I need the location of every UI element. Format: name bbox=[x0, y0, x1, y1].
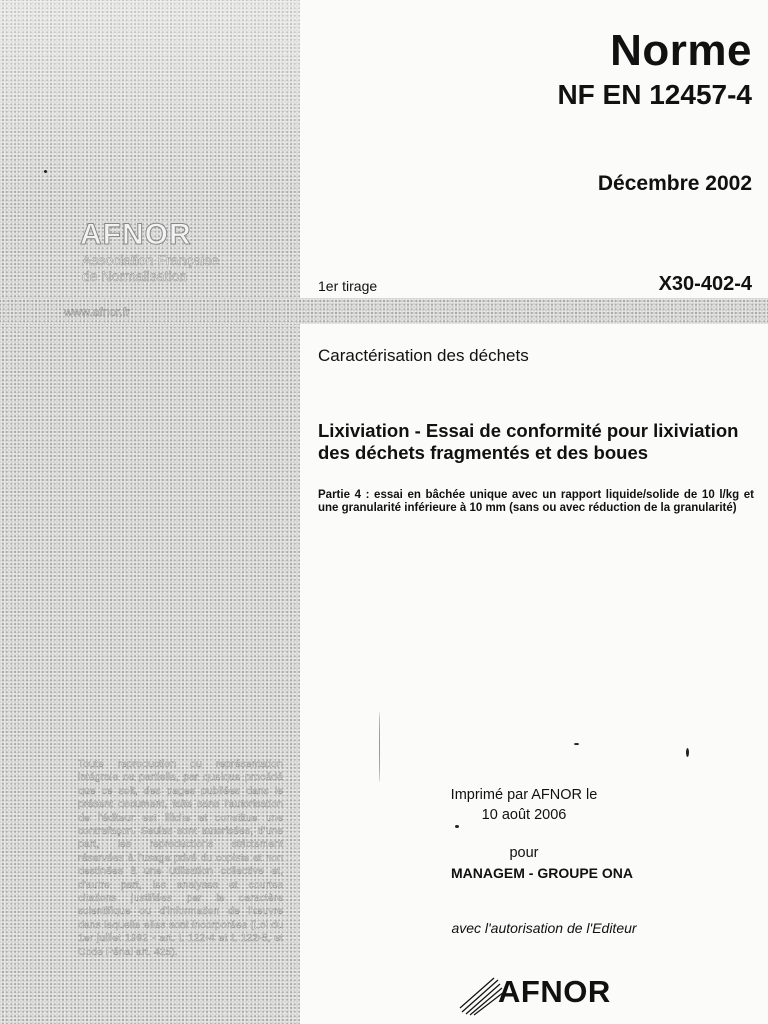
publication-date: Décembre 2002 bbox=[597, 172, 752, 195]
sidebar-url: www.afnor.fr bbox=[64, 305, 131, 319]
document-title: Lixiviation - Essai de conformité pour lixiviation des déchets fragmentés et des boues bbox=[318, 420, 739, 463]
document-category: Caractérisation des déchets bbox=[318, 346, 529, 365]
standard-reference: NF EN 12457-4 bbox=[557, 79, 752, 110]
scan-speck bbox=[686, 748, 689, 757]
for-label: pour bbox=[509, 845, 539, 861]
print-run: 1er tirage bbox=[318, 278, 378, 294]
document-subtitle: Partie 4 : essai en bâchée unique avec un rapport liquide/solide de 10 l/kg et une granularité inférieure à 10 mm (sans ou avec réduction de la granularité) bbox=[318, 489, 754, 514]
sidebar-brand-subtitle: Association Française de Normalisation bbox=[82, 252, 219, 284]
scan-speck bbox=[574, 743, 579, 745]
printed-by: Imprimé par AFNOR le 10 août 2006 bbox=[450, 787, 598, 823]
scan-speck bbox=[455, 825, 459, 828]
scan-speck bbox=[379, 712, 380, 782]
sidebar-brand: AFNOR bbox=[80, 218, 192, 251]
authorization-note: avec l'autorisation de l'Editeur bbox=[451, 920, 637, 936]
afnor-logo bbox=[458, 972, 628, 1016]
scan-speck bbox=[44, 170, 47, 173]
classification-index: X30-402-4 bbox=[658, 273, 752, 295]
copyright-notice: Toute reproduction ou représentation intégrale ou partielle, par quelque procédé que ce soit, des pages publiées dans le présent document, faite sans l'autorisation de l'éditeur est illicite et constitue une contrefaçon. Seules sont autorisées, d'une part, les reproductions strictement réservées à l'usage privé du copiste et non destinées à une utilisation collective et, d'autre part, les analyses et courtes citations justifiées par le caractère scientifique ou d'information de l'œuvre dans laquelle elles sont incorporées (Loi du 1er juillet 1992 - art. L 122-4 et L 122-5, et Code Pénal art. 425). bbox=[78, 758, 283, 958]
client-name: MANAGEM - GROUPE ONA bbox=[451, 865, 633, 881]
afnor-logo-text: AFNOR bbox=[498, 974, 611, 1009]
norme-heading: Norme bbox=[610, 26, 752, 75]
